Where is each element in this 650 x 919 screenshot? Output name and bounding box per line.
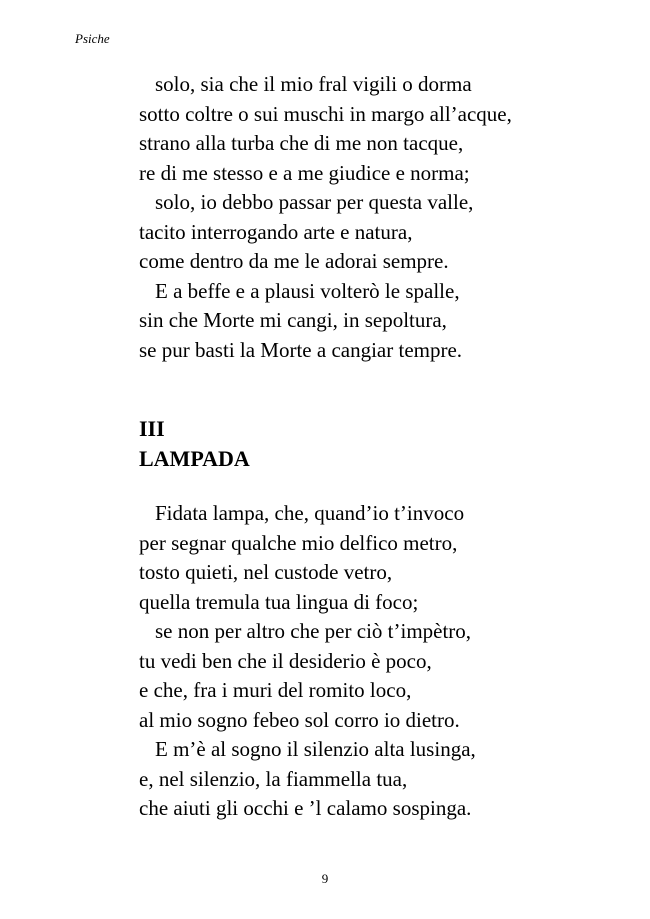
verse-line: solo, io debbo passar per questa valle, [155,190,474,214]
running-head: Psiche [75,31,110,46]
verse-line: quella tremula tua lingua di foco; [139,589,419,614]
verse-line: se pur basti la Morte a cangiar tempre. [139,337,463,362]
verse-line: per segnar qualche mio delfico metro, [139,530,458,555]
verse-line: sin che Morte mi cangi, in sepoltura, [139,308,447,332]
verse-line: tu vedi ben che il desiderio è poco, [139,648,432,673]
verse-line: e che, fra i muri del romito loco, [139,678,412,702]
verse-line: tacito interrogando arte e natura, [139,219,413,244]
verse-line: re di me stesso e a me giudice e norma; [139,160,470,185]
page-number: 9 [321,871,329,886]
verse-line: Fidata lampa, che, quand’io t’invoco [155,501,465,525]
section-title: LAMPADA [139,446,250,471]
verse-line: E m’è al sogno il silenzio alta lusinga, [155,737,476,761]
verse-line: strano alla turba che di me non tacque, [139,131,464,155]
verse-line: solo, sia che il mio fral vigili o dorma [155,72,472,96]
section-number: III [139,416,165,441]
verse-line: al mio sogno febeo sol corro io dietro. [139,707,460,732]
poem-continued [139,70,619,365]
verse-line: e, nel silenzio, la fiammella tua, [139,766,408,791]
verse-line: se non per altro che per ciò t’impètro, [155,619,472,643]
verse-line: tosto quieti, nel custode vetro, [139,560,393,584]
verse-line: E a beffe e a plausi volterò le spalle, [155,278,460,303]
verse-line: che aiuti gli occhi e ’l calamo sospinga. [139,796,472,820]
poem-lampada [139,499,619,824]
verse-line: come dentro da me le adorai sempre. [139,249,449,273]
verse-line: sotto coltre o sui muschi in margo all’acque, [139,101,512,126]
